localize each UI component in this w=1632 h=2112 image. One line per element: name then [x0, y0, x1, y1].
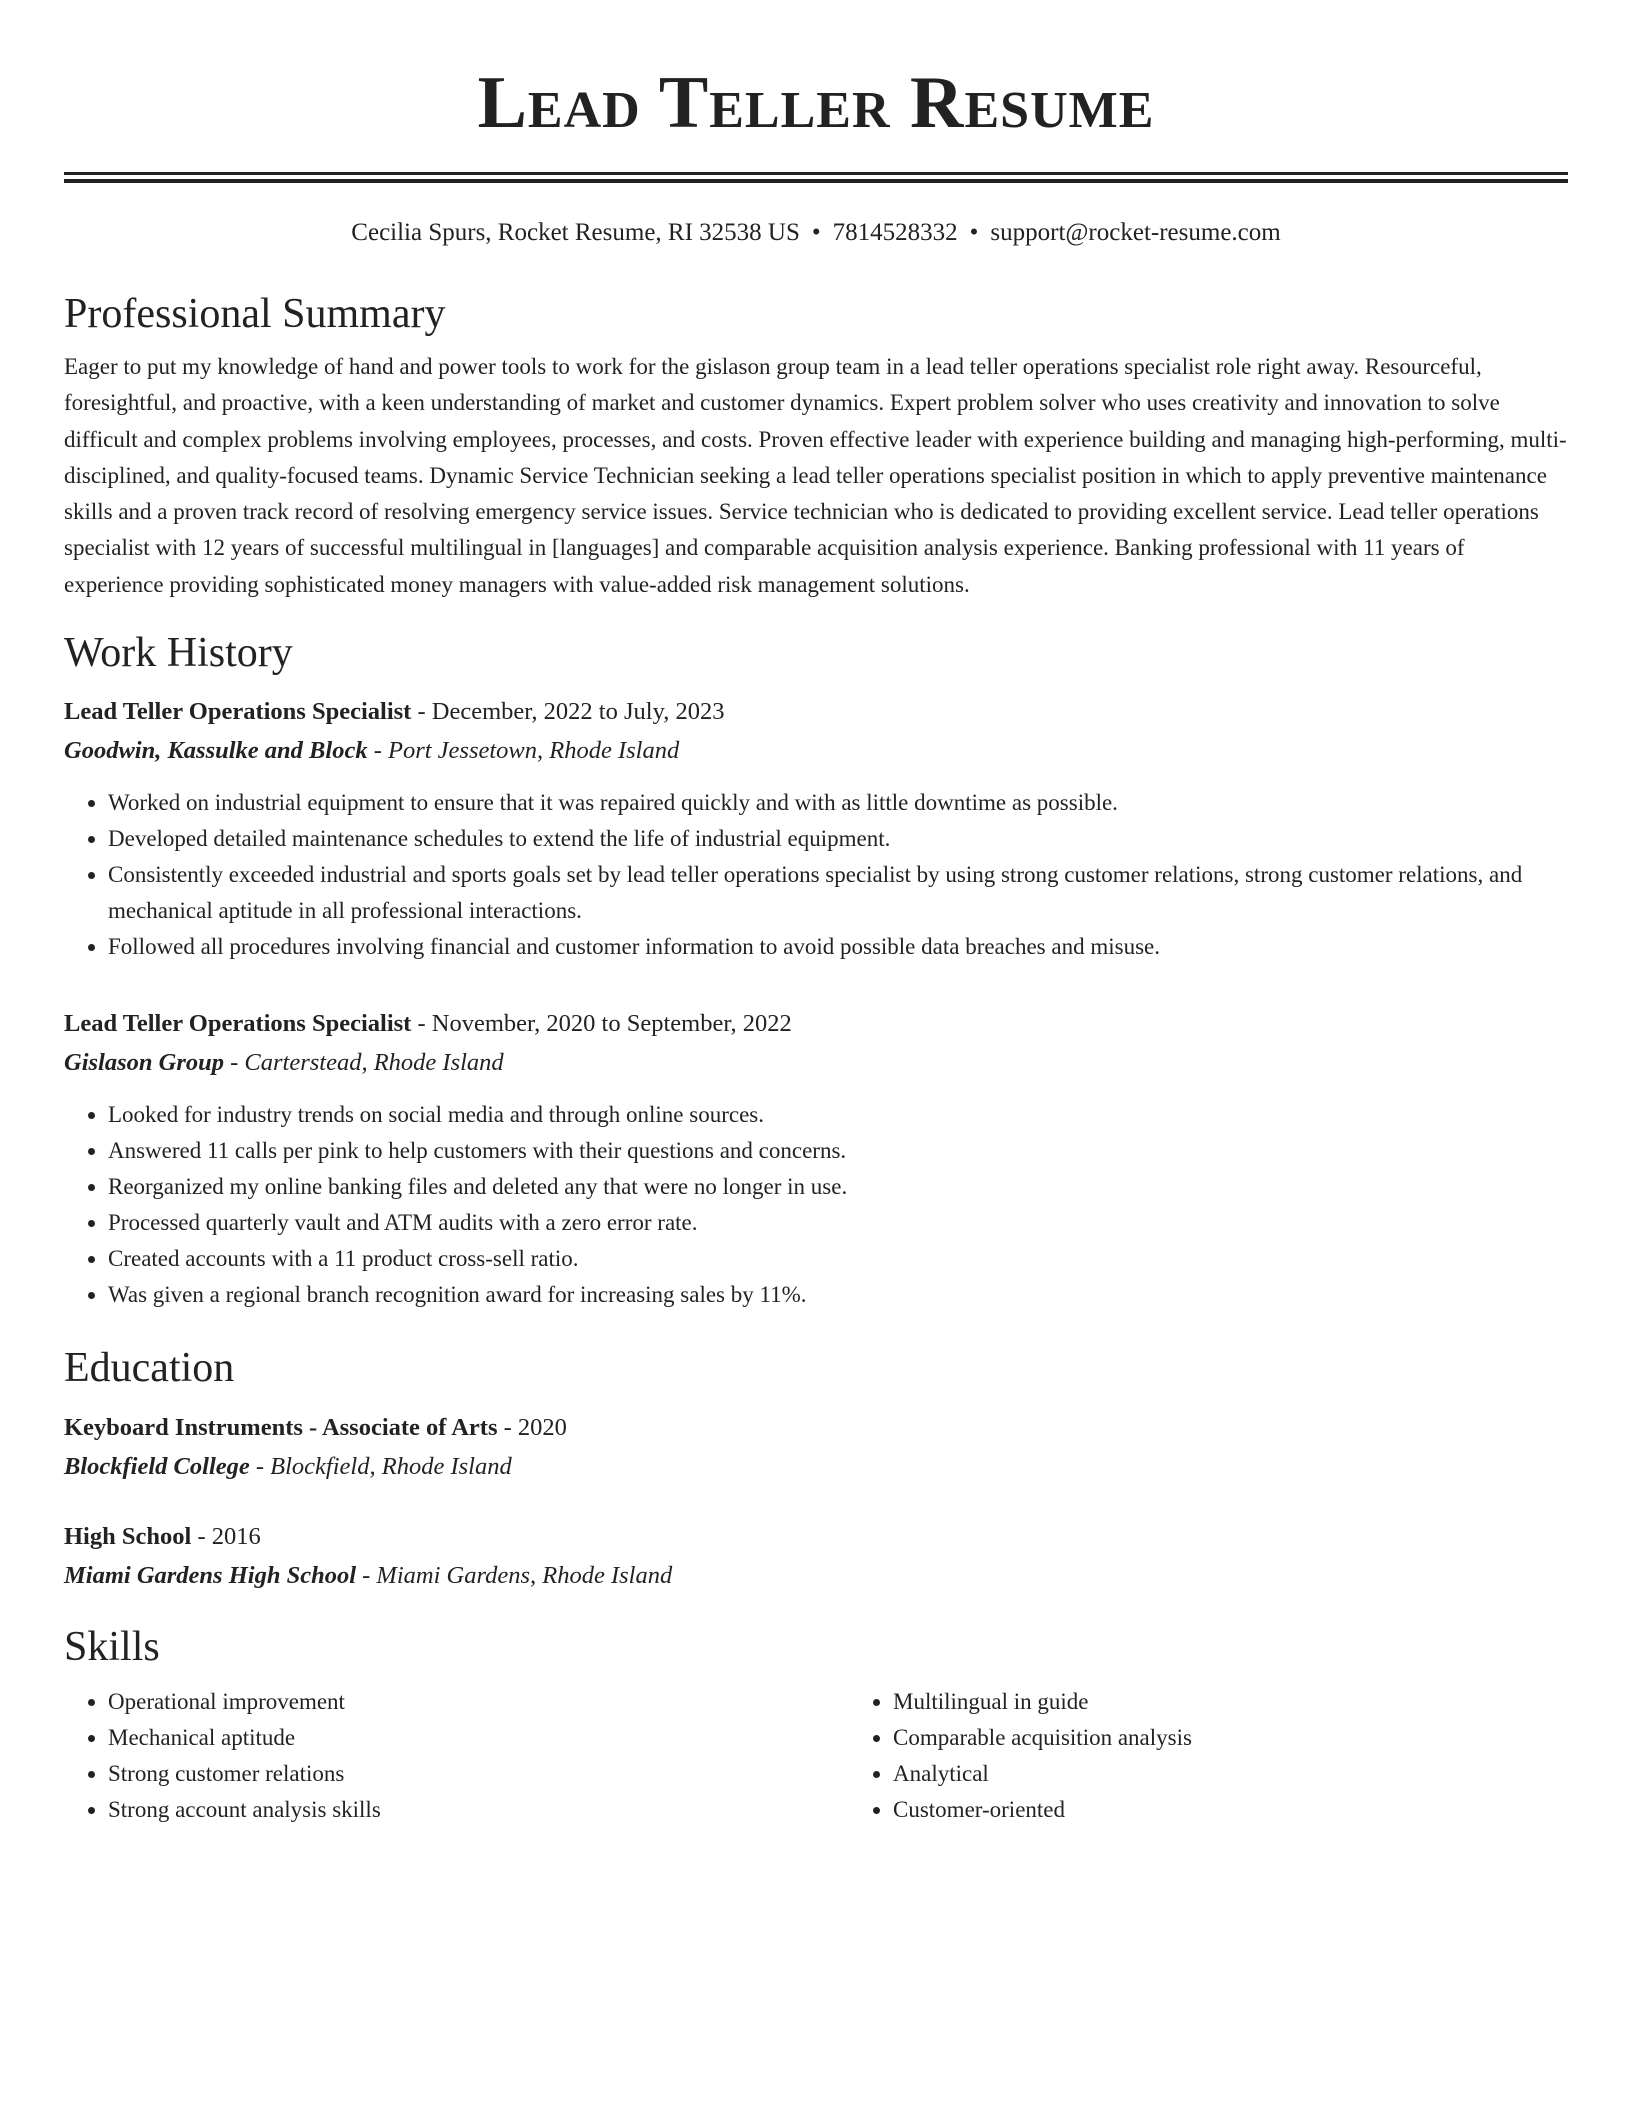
job-entry — [64, 693, 1568, 965]
job-bullet: • Processed quarterly vault and ATM audits with a zero error rate. — [108, 1205, 1568, 1241]
education-entry — [64, 1409, 1568, 1487]
skills-section — [64, 1622, 1568, 1828]
contact-line — [64, 217, 1568, 249]
education-school: Blockfield College — [64, 1453, 250, 1481]
skills-columns — [64, 1684, 1568, 1828]
contact-email: support@rocket-resume.com — [990, 219, 1281, 246]
professional-summary-section — [64, 289, 1568, 603]
job-bullet: • Consistently exceeded industrial and sports goals set by lead teller operations specialist by using strong customer relations, strong customer relations, and mechanical aptitude in all professional interactions. — [108, 857, 1568, 929]
title-double-rule — [64, 172, 1568, 183]
job-location: - Port Jessetown, Rhode Island — [367, 737, 680, 765]
education-school-line — [64, 1447, 1568, 1487]
job-company: Goodwin, Kassulke and Block — [64, 737, 368, 765]
job-bullets — [64, 785, 1568, 965]
skill-item: • Operational improvement — [108, 1684, 849, 1720]
section-heading-work: Work History — [64, 630, 293, 677]
contact-address: Cecilia Spurs, Rocket Resume, RI 32538 US — [351, 219, 800, 246]
skill-item: • Analytical — [893, 1756, 1192, 1792]
resume-title: Lead Teller Resume — [477, 62, 1155, 144]
education-location: - Blockfield, Rhode Island — [249, 1453, 512, 1481]
job-bullet: • Looked for industry trends on social media and through online sources. — [108, 1097, 1568, 1133]
job-bullet: • Developed detailed maintenance schedules to extend the life of industrial equipment. — [108, 821, 1568, 857]
job-company-line — [64, 1043, 1568, 1083]
contact-separator: • — [969, 219, 979, 246]
job-company-line — [64, 731, 1568, 771]
skill-item: • Strong customer relations — [108, 1756, 849, 1792]
job-entry — [64, 1005, 1568, 1313]
education-degree: Keyboard Instruments - Associate of Arts — [64, 1414, 498, 1442]
job-title-line — [64, 1005, 1568, 1043]
job-title: Lead Teller Operations Specialist — [64, 1010, 412, 1038]
education-entry — [64, 1518, 1568, 1596]
section-heading-education: Education — [64, 1345, 235, 1392]
job-bullet: • Created accounts with a 11 product cross-sell ratio. — [108, 1241, 1568, 1277]
job-bullet: • Reorganized my online banking files and deleted any that were no longer in use. — [108, 1169, 1568, 1205]
skill-item: • Strong account analysis skills — [108, 1792, 849, 1828]
job-bullet: • Followed all procedures involving financial and customer information to avoid possible data breaches and misuse. — [108, 929, 1568, 965]
job-title-line — [64, 693, 1568, 731]
education-school: Miami Gardens High School — [64, 1562, 357, 1590]
education-degree-line — [64, 1518, 1568, 1556]
work-history-section — [64, 628, 1568, 1313]
job-location: - Carterstead, Rhode Island — [223, 1049, 504, 1077]
skill-item: • Comparable acquisition analysis — [893, 1720, 1192, 1756]
job-bullet: • Worked on industrial equipment to ensure that it was repaired quickly and with as little downtime as possible. — [108, 785, 1568, 821]
skills-list-right — [849, 1684, 1192, 1828]
contact-phone: 7814528332 — [832, 219, 958, 246]
section-heading-skills: Skills — [64, 1624, 160, 1671]
job-bullet: • Was given a regional branch recognition award for increasing sales by 11%. — [108, 1277, 1568, 1313]
job-bullet: • Answered 11 calls per pink to help customers with their questions and concerns. — [108, 1133, 1568, 1169]
summary-text: Eager to put my knowledge of hand and power tools to work for the gislason group team in a lead teller operations specialist role right away. Resourceful, foresightful, and proactive, with a keen understanding of market and customer dynamics. Expert problem solver who uses creativity and innovation to solve difficult and complex problems involving employees, processes, and costs. Proven effective leader with experience building and managing high-performing, multi-disciplined, and quality-focused teams. Dynamic Service Technician seeking a lead teller operations specialist position in which to apply preventive maintenance skills and a proven track record of resolving emergency service issues. Service technician who is dedicated to providing excellent service. Lead teller operations specialist with 12 years of successful multilingual in [languages] and comparable acquisition analysis experience. Banking professional with 11 years of experience providing sophisticated money managers with value-added risk management solutions. — [64, 354, 1567, 597]
job-dates: - December, 2022 to July, 2023 — [411, 698, 725, 726]
education-year: - 2020 — [497, 1414, 567, 1442]
job-company: Gislason Group — [64, 1049, 224, 1077]
skill-item: • Multilingual in guide — [893, 1684, 1192, 1720]
education-year: - 2016 — [191, 1523, 261, 1551]
job-dates: - November, 2020 to September, 2022 — [411, 1010, 792, 1038]
contact-separator: • — [811, 219, 821, 246]
section-heading-summary: Professional Summary — [64, 291, 446, 337]
skill-item: • Mechanical aptitude — [108, 1720, 849, 1756]
skill-item: • Customer-oriented — [893, 1792, 1192, 1828]
education-degree-line — [64, 1409, 1568, 1447]
job-bullets — [64, 1097, 1568, 1313]
skills-list-left — [64, 1684, 849, 1828]
education-section — [64, 1343, 1568, 1596]
job-title: Lead Teller Operations Specialist — [64, 698, 412, 726]
education-degree: High School — [64, 1523, 192, 1551]
education-location: - Miami Gardens, Rhode Island — [356, 1562, 673, 1590]
education-school-line — [64, 1556, 1568, 1596]
